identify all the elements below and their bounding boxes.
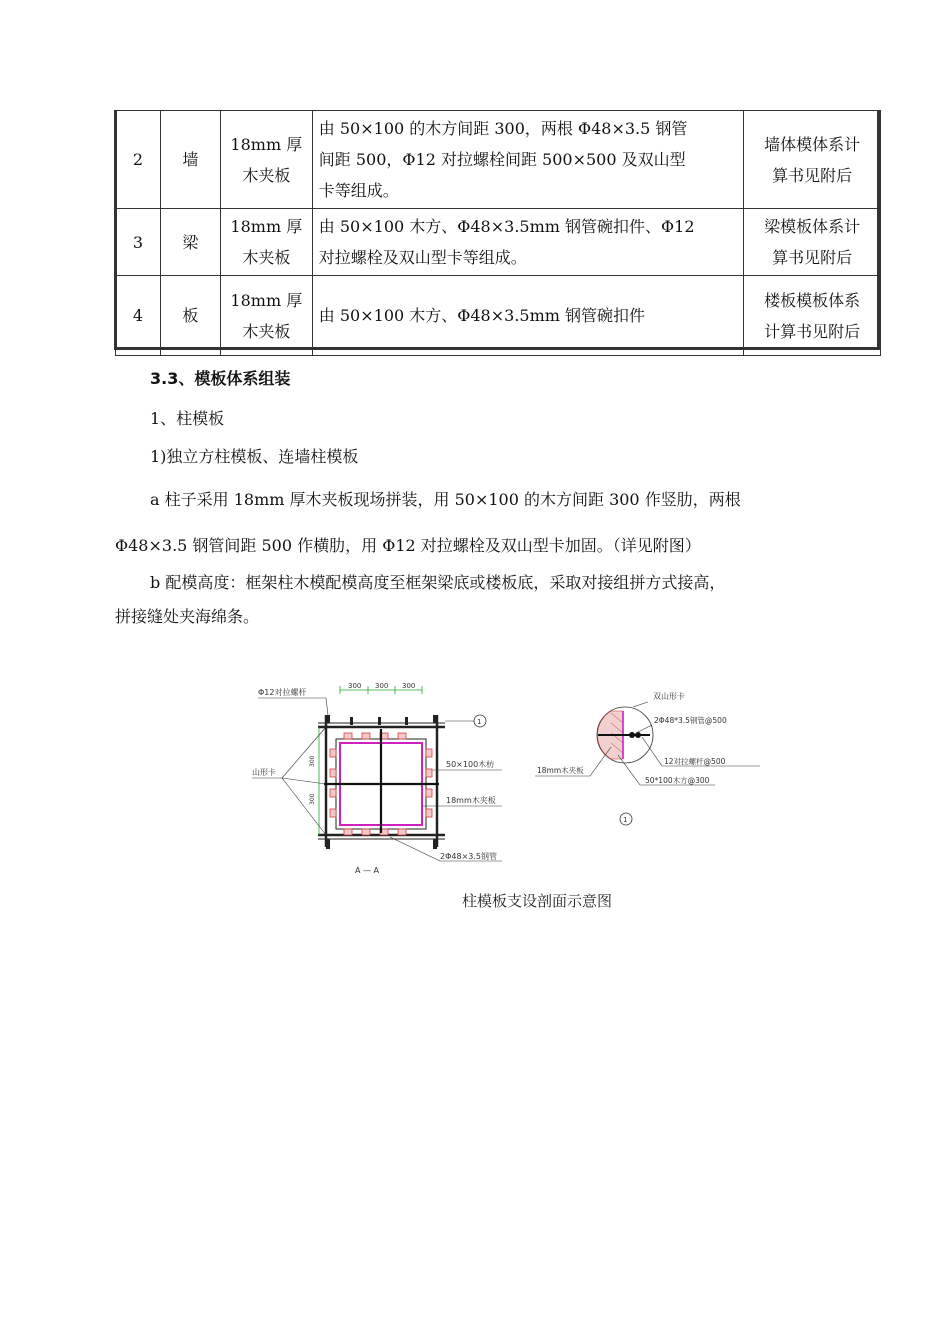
label-clip: 山形卡	[252, 768, 276, 777]
detail-label-plywood: 18mm木夹板	[537, 766, 584, 775]
label-plywood: 18mm木夹板	[446, 796, 496, 805]
section-heading: 3.3、模板体系组装	[150, 369, 291, 388]
paragraph-a-line1: a 柱子采用 18mm 厚木夹板现场拼装，用 50×100 的木方间距 300 作竖肋，两根	[150, 490, 741, 509]
row-number: 2	[116, 111, 161, 209]
section-label: A — A	[355, 866, 380, 875]
material-line: 18mm 厚	[230, 290, 303, 310]
material-line: 18mm 厚	[230, 134, 303, 154]
detail-marker-label: 1	[623, 816, 628, 824]
calc-line: 算书见附后	[772, 248, 853, 267]
calc-line: 楼板模板体系	[764, 290, 861, 310]
detail-label-pipe: 2Φ48*3.5钢管@500	[654, 716, 727, 725]
row-material	[220, 276, 312, 356]
row-description	[312, 111, 743, 209]
leader-line	[633, 702, 648, 707]
sub-item-heading: 1)独立方柱模板、连墙柱模板	[150, 447, 359, 466]
detail-label-timber: 50*100木方@300	[645, 776, 710, 785]
row-calc-note	[744, 209, 881, 276]
row-calc-note	[744, 276, 881, 356]
material-line: 木夹板	[242, 248, 291, 267]
row-description	[312, 276, 743, 356]
detail-label-clip: 双山形卡	[653, 692, 685, 701]
leader-line	[618, 755, 640, 785]
description-line: 卡等组成。	[318, 181, 399, 200]
calc-line: 算书见附后	[772, 165, 853, 185]
figure-caption: 柱模板支设剖面示意图	[462, 892, 613, 910]
label-timber: 50×100木枋	[446, 760, 495, 769]
label-bolt: Φ12对拉螺杆	[258, 688, 307, 697]
leader-line	[590, 747, 611, 776]
side-dimension-label: 300	[309, 793, 316, 805]
dimension-label: 300	[375, 682, 389, 690]
table-row	[116, 209, 881, 276]
formwork-spec-table	[115, 110, 881, 356]
row-number: 3	[116, 209, 161, 276]
leader-line	[326, 698, 328, 715]
description-line: 由 50×100 的木方间距 300，两根 Φ48×3.5 钢管	[318, 119, 688, 138]
dimension-label: 300	[402, 682, 416, 690]
dimension-label: 300	[348, 682, 362, 690]
leader-lines	[252, 727, 326, 835]
row-part: 墙	[160, 111, 220, 209]
item-heading: 1、柱模板	[150, 409, 225, 428]
description-line: 对拉螺栓及双山型卡等组成。	[318, 248, 527, 267]
table-row	[116, 276, 881, 356]
description-line: 间距 500，Φ12 对拉螺栓间距 500×500 及双山型	[318, 150, 686, 169]
calc-line: 梁模板体系计	[764, 217, 861, 236]
calc-line: 墙体模体系计	[764, 134, 861, 154]
description-line: 由 50×100 木方、Φ48×3.5mm 钢管碗扣件	[318, 306, 646, 325]
row-calc-note	[744, 111, 881, 209]
side-dimension-label: 300	[309, 755, 316, 767]
detail-label-bolt: 12对拉螺杆@500	[664, 757, 726, 766]
paragraph-b-line2: 拼接缝处夹海绵条。	[115, 607, 260, 626]
material-line: 18mm 厚	[230, 217, 303, 236]
description-line: 由 50×100 木方、Φ48×3.5mm 钢管碗扣件、Φ12	[318, 217, 695, 236]
paragraph-a-line2: Φ48×3.5 钢管间距 500 作横肋，用 Φ12 对拉螺栓及双山型卡加固。（详见附图）	[115, 536, 701, 555]
row-material	[220, 209, 312, 276]
label-pipe: 2Φ48×3.5钢管	[440, 852, 497, 861]
row-part: 板	[160, 276, 220, 356]
row-number: 4	[116, 276, 161, 356]
row-part: 梁	[160, 209, 220, 276]
row-description	[312, 209, 743, 276]
leader-line	[390, 837, 440, 861]
table-row	[116, 111, 881, 209]
column-formwork-diagram	[240, 675, 780, 890]
row-material	[220, 111, 312, 209]
material-line: 木夹板	[242, 165, 291, 185]
paragraph-b-line1: b 配模高度：框架柱木模配模高度至框架梁底或楼板底，采取对接组拼方式接高，	[150, 573, 726, 592]
section-marker-label: 1	[477, 718, 482, 726]
leader-line	[638, 725, 652, 732]
material-line: 木夹板	[242, 321, 291, 341]
calc-line: 计算书见附后	[764, 321, 861, 341]
